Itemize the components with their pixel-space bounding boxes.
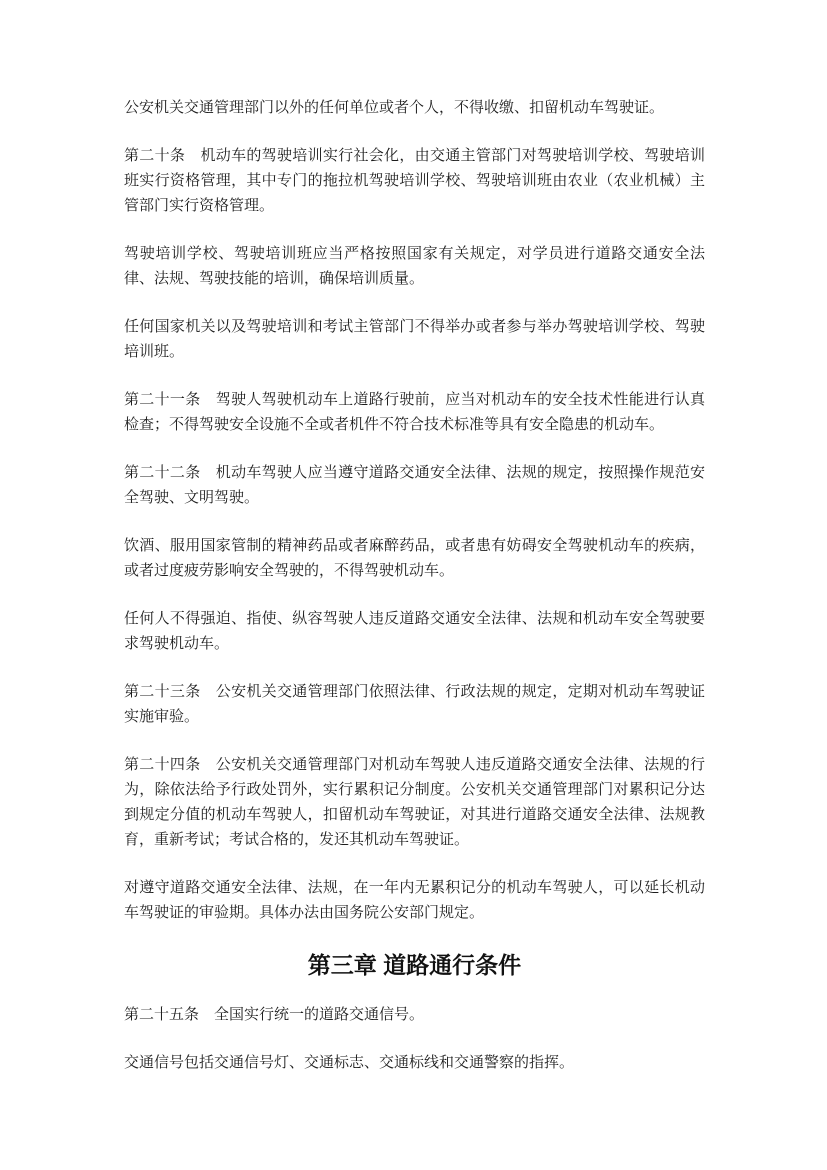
article-20-paragraph: 第二十条 机动车的驾驶培训实行社会化，由交通主管部门对驾驶培训学校、驾驶培训班实行资格管理，其中专门的拖拉机驾驶培训学校、驾驶培训班由农业（农业机械）主管部门实行资格管理。: [124, 148, 705, 214]
article-22-paragraph: 第二十二条 机动车驾驶人应当遵守道路交通安全法律、法规的规定，按照操作规范安全驾驶、文明驾驶。: [124, 465, 705, 506]
article-25-paragraph: 第二十五条 全国实行统一的道路交通信号。: [124, 1007, 425, 1023]
chapter-heading: 第三章 道路通行条件: [307, 952, 522, 978]
paragraph-continuation: 公安机关交通管理部门以外的任何单位或者个人，不得收缴、扣留机动车驾驶证。: [124, 100, 665, 116]
article-23-paragraph: 第二十三条 公安机关交通管理部门依照法律、行政法规的规定，定期对机动车驾驶证实施审验。: [124, 684, 705, 725]
article-24-paragraph: 第二十四条 公安机关交通管理部门对机动车驾驶人违反道路交通安全法律、法规的行为，除依法给予行政处罚外，实行累积记分制度。公安机关交通管理部门对累积记分达到规定分值的机动车驾驶人，扣留机动车驾驶证，对其进行道路交通安全法律、法规教育，重新考试；考试合格的，发还其机动车驾驶证。: [124, 757, 705, 848]
paragraph: 任何国家机关以及驾驶培训和考试主管部门不得举办或者参与举办驾驶培训学校、驾驶培训班。: [124, 319, 705, 360]
paragraph: 交通信号包括交通信号灯、交通标志、交通标线和交通警察的指挥。: [124, 1055, 575, 1071]
paragraph: 对遵守道路交通安全法律、法规，在一年内无累积记分的机动车驾驶人，可以延长机动车驾驶证的审验期。具体办法由国务院公安部门规定。: [124, 880, 705, 921]
paragraph: 任何人不得强迫、指使、纵容驾驶人违反道路交通安全法律、法规和机动车安全驾驶要求驾驶机动车。: [124, 611, 705, 652]
paragraph: 饮酒、服用国家管制的精神药品或者麻醉药品，或者患有妨碍安全驾驶机动车的疾病，或者过度疲劳影响安全驾驶的，不得驾驶机动车。: [124, 538, 705, 579]
article-21-paragraph: 第二十一条 驾驶人驾驶机动车上道路行驶前，应当对机动车的安全技术性能进行认真检查；不得驾驶安全设施不全或者机件不符合技术标准等具有安全隐患的机动车。: [124, 392, 705, 433]
paragraph: 驾驶培训学校、驾驶培训班应当严格按照国家有关规定，对学员进行道路交通安全法律、法规、驾驶技能的培训，确保培训质量。: [124, 246, 705, 287]
